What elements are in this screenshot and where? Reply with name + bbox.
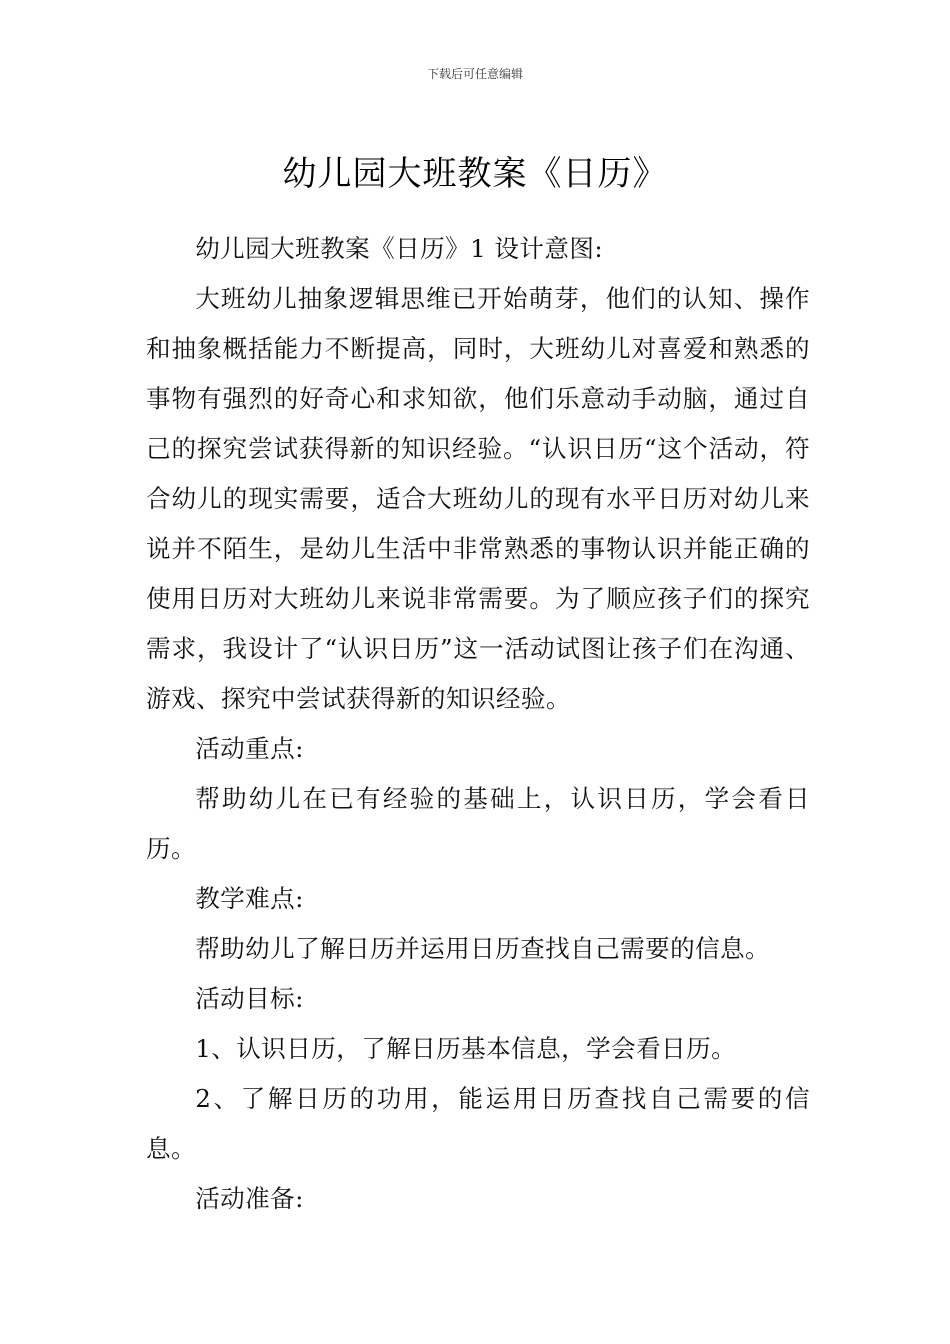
document-body <box>146 224 810 1224</box>
paragraph-goals-heading: 活动目标: <box>195 984 304 1013</box>
paragraph-preparation-heading: 活动准备: <box>195 1184 304 1213</box>
paragraph-key-point-heading: 活动重点: <box>195 734 304 763</box>
paragraph-key-point: 帮助幼儿在已有经验的基础上，认识日历，学会看日历。 <box>146 784 810 863</box>
paragraph-difficulty-heading: 教学难点: <box>195 884 304 913</box>
paragraph-difficulty: 帮助幼儿了解日历并运用日历查找自己需要的信息。 <box>195 934 771 963</box>
paragraph-goal-2: 2、了解日历的功用，能运用日历查找自己需要的信息。 <box>146 1084 810 1163</box>
paragraph-design-intent-heading: 幼儿园大班教案《日历》1 设计意图: <box>195 234 604 263</box>
page-header-note: 下载后可任意编辑 <box>426 67 523 81</box>
paragraph-design-intent: 大班幼儿抽象逻辑思维已开始萌芽，他们的认知、操作和抽象概括能力不断提高，同时，大班幼儿对喜爱和熟悉的事物有强烈的好奇心和求知欲，他们乐意动手动脑，通过自己的探究尝试获得新的知识经验。“认识日历“这个活动，符合幼儿的现实需要，适合大班幼儿的现有水平日历对幼儿来说并不陌生，是幼儿生活中非常熟悉的事物认识并能正确的使用日历对大班幼儿来说非常需要。为了顺应孩子们的探究需求，我设计了“认识日历”这一活动试图让孩子们在沟通、游戏、探究中尝试获得新的知识经验。 <box>146 284 810 713</box>
paragraph-goal-1: 1、认识日历，了解日历基本信息，学会看日历。 <box>195 1034 737 1063</box>
document-title: 幼儿园大班教案《日历》 <box>282 153 668 194</box>
